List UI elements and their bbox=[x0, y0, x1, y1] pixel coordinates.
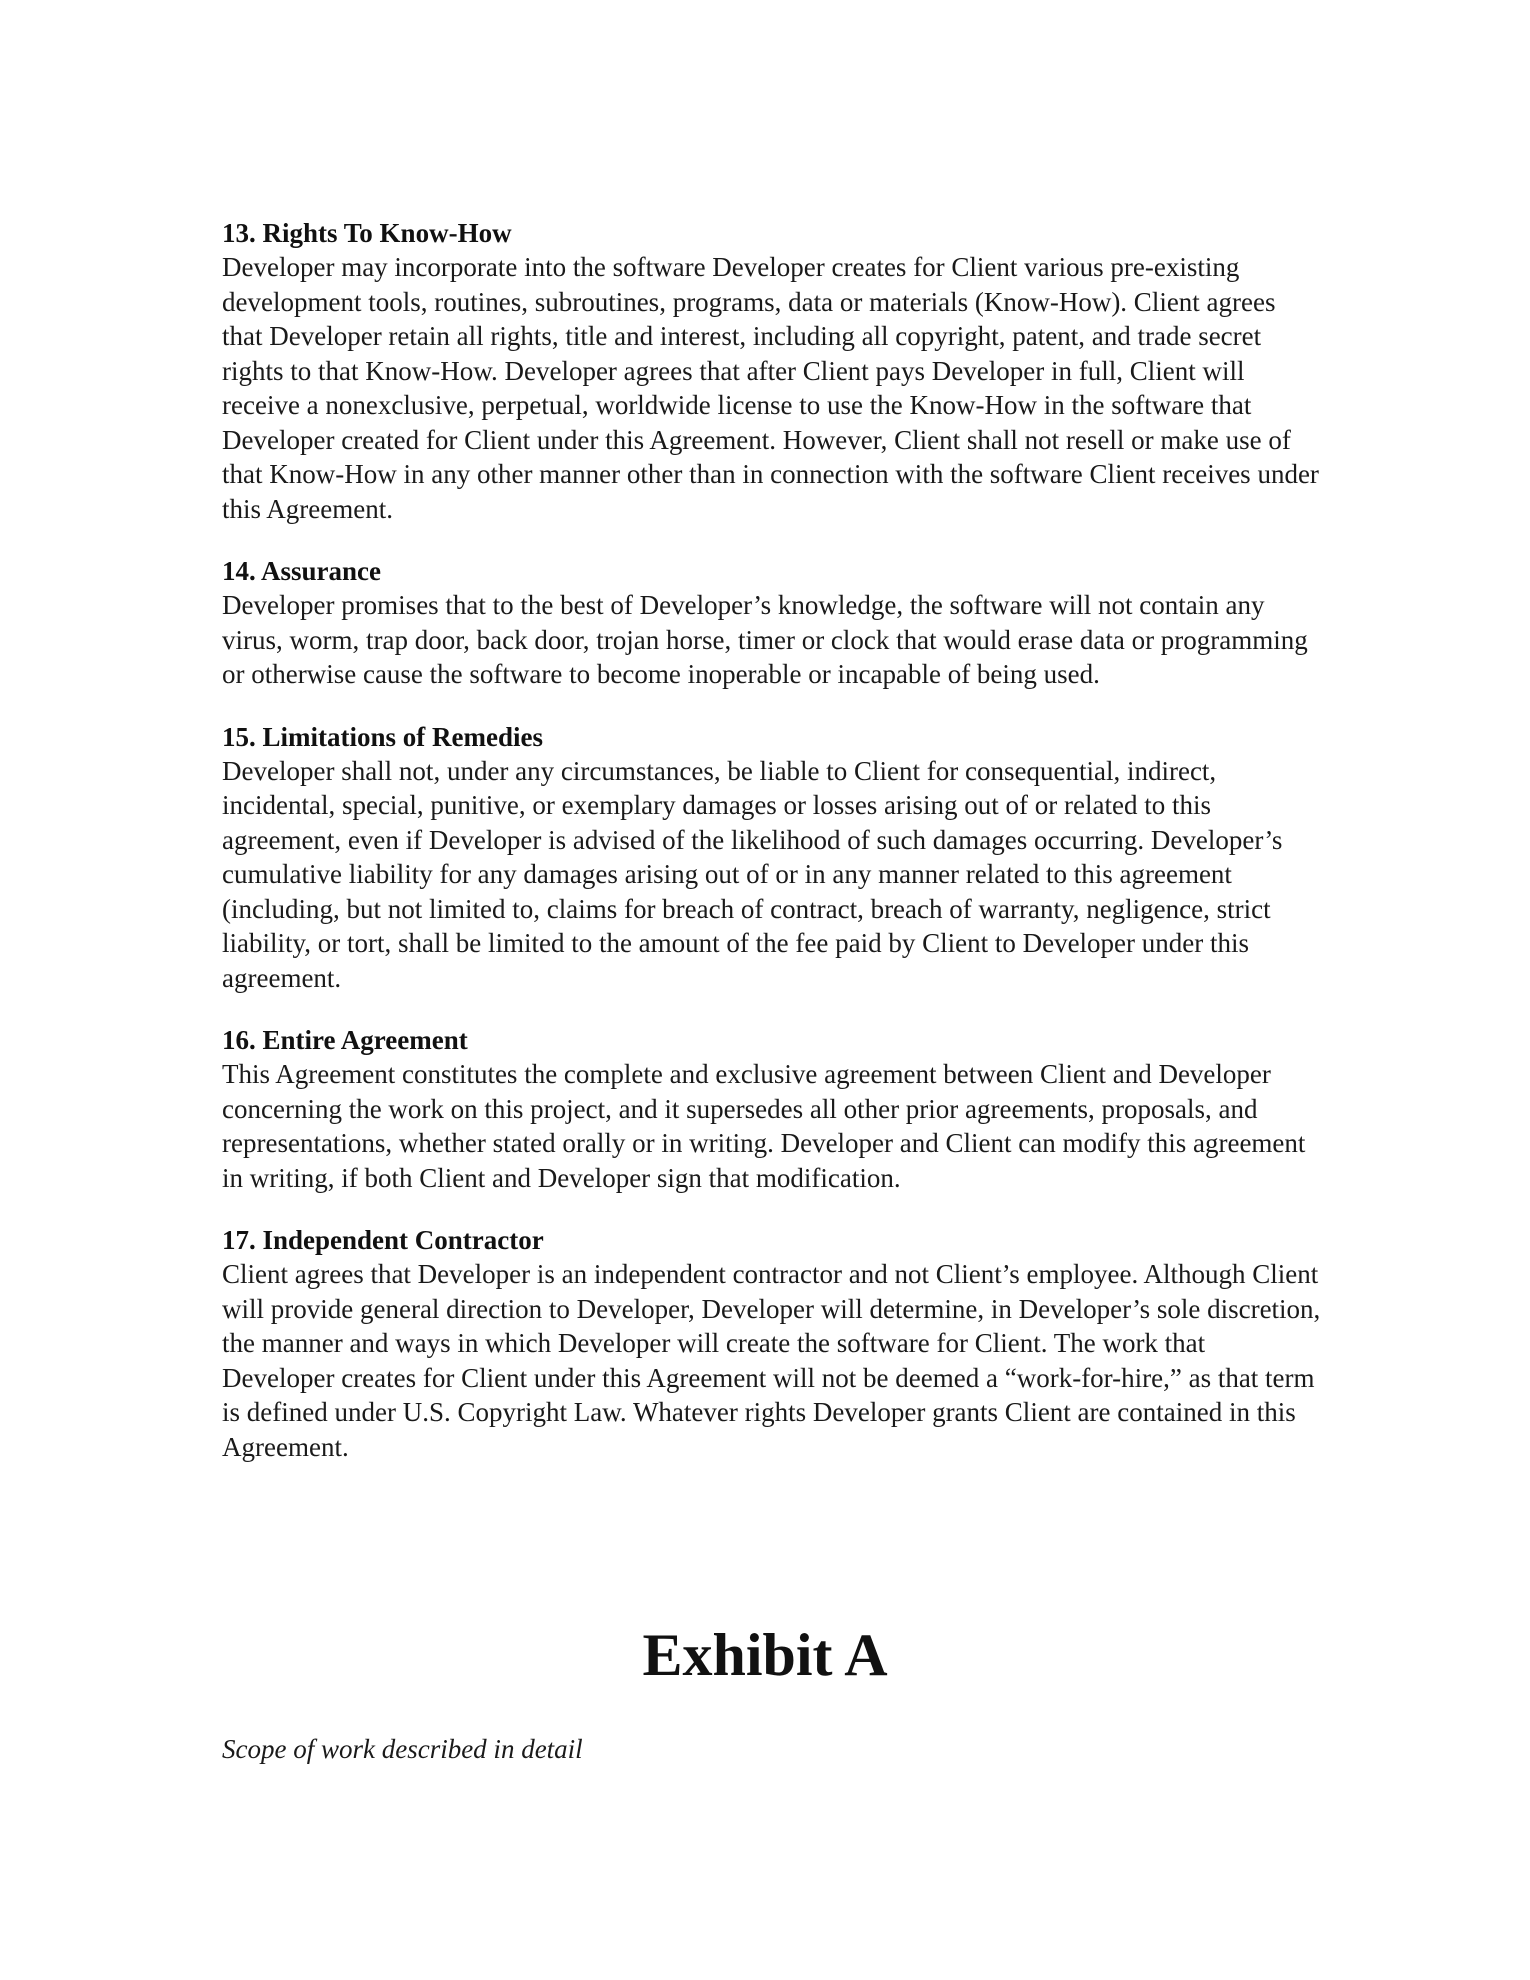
section-rights-to-know-how bbox=[222, 216, 1322, 526]
exhibit-note: Scope of work described in detail bbox=[222, 1734, 583, 1764]
exhibit-title: Exhibit A bbox=[642, 1622, 888, 1688]
agreement-sections bbox=[222, 216, 1322, 1492]
section-independent-contractor bbox=[222, 1223, 1322, 1464]
section-heading: 14. Assurance bbox=[222, 556, 382, 586]
section-heading: 17. Independent Contractor bbox=[222, 1225, 544, 1255]
section-body: Developer promises that to the best of Developer’s knowledge, the software will not contain any virus, worm, trap door, back door, trojan horse, timer or clock that would erase data or programming or otherwise cause the software to become inoperable or incapable of being used. bbox=[222, 590, 1308, 689]
section-entire-agreement bbox=[222, 1023, 1322, 1195]
section-body: This Agreement constitutes the complete and exclusive agreement between Client and Developer concerning the work on this project, and it supersedes all other prior agreements, proposals, and representations, whether stated orally or in writing. Developer and Client can modify this agreement in writing, if both Client and Developer sign that modification. bbox=[222, 1059, 1306, 1193]
section-body: Developer may incorporate into the software Developer creates for Client various pre-existing development tools, routines, subroutines, programs, data or materials (Know-How). Client agrees that Developer retain all rights, title and interest, including all copyright, patent, and trade secret rights to that Know-How. Developer agrees that after Client pays Developer in full, Client will receive a nonexclusive, perpetual, worldwide license to use the Know-How in the software that Developer created for Client under this Agreement. However, Client shall not resell or make use of that Know-How in any other manner other than in connection with the software Client receives under this Agreement. bbox=[222, 252, 1319, 524]
section-assurance bbox=[222, 554, 1322, 692]
section-heading: 15. Limitations of Remedies bbox=[222, 721, 543, 752]
section-heading: 16. Entire Agreement bbox=[222, 1025, 468, 1055]
section-heading: 13. Rights To Know-How bbox=[222, 218, 512, 248]
section-body: Client agrees that Developer is an independent contractor and not Client’s employee. Although Client will provide general direction to Developer, Developer will determine, in Developer’s sole discretion, the manner and ways in which Developer will create the software for Client. The work that Developer creates for Client under this Agreement will not be deemed a “work-for-hire,” as that term is defined under U.S. Copyright Law. Whatever rights Developer grants Client are contained in this Agreement. bbox=[222, 1259, 1321, 1462]
section-limitations-of-remedies bbox=[222, 720, 1322, 996]
section-body: Developer shall not, under any circumstances, be liable to Client for consequential, indirect, incidental, special, punitive, or exemplary damages or losses arising out of or related to this agreement, even if Developer is advised of the likelihood of such damages occurring. Developer’s cumulative liability for any damages arising out of or in any manner related to this agreement (including, but not limited to, claims for breach of contract, breach of warranty, negligence, strict liability, or tort, shall be limited to the amount of the fee paid by Client to Developer under this agreement. bbox=[222, 755, 1283, 993]
